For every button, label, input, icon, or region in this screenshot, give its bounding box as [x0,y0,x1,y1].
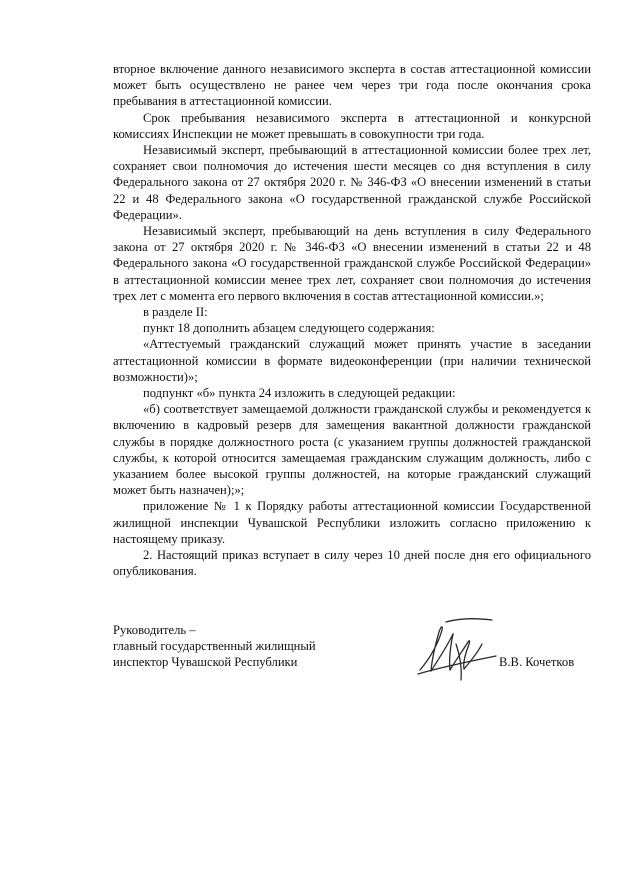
signatory-position-line: инспектор Чувашской Республики [113,655,298,670]
signature-block [113,622,603,692]
handwritten-signature [408,614,503,684]
paragraph-expert-reinclusion: вторное включение данного независимого эксперта в состав аттестационной комиссии может быть осуществлено не ранее чем через три года после окончания срока пребывания в аттестационной комиссии. [113,62,591,109]
signatory-position-line: Руководитель – [113,623,196,637]
paragraph-appendix-1: приложение № 1 к Порядку работы аттестационной комиссии Государственной жилищной инспекции Чувашской Республики изложить согласно приложению к настоящему приказу. [113,499,591,546]
paragraph-item-18: пункт 18 дополнить абзацем следующего содержания: [143,321,435,336]
paragraph-subitem-b-text: «б) соответствует замещаемой должности гражданской службы и рекомендуется к включению в кадровый резерв для замещения вакантной должности гражданской службы в порядке должностного роста (с указанием группы должностей гражданской службы, к которой относится замещаемая гражданским служащим должность, либо с указанием более высокой группы должностей, на которые гражданский служащий может быть назначен);»; [113,402,591,498]
document-body [113,61,591,580]
signatory-position-line: главный государственный жилищный [113,639,316,654]
paragraph-section-ii: в разделе II: [143,305,208,320]
paragraph-expert-term-limit: Срок пребывания независимого эксперта в аттестационной и конкурсной комиссиях Инспекции не может превышать в совокупности три года. [113,110,591,141]
signatory-name: В.В. Кочетков [499,655,575,669]
paragraph-effective-date: 2. Настоящий приказ вступает в силу через 10 дней после дня его официального опубликования. [113,548,591,579]
paragraph-expert-under-three-years: Независимый эксперт, пребывающий на день вступления в силу Федерального закона от 27 октября 2020 г. № 346-ФЗ «О внесении изменений в статьи 22 и 48 Федерального закона «О государственной гражданской службе Российской Федерации» в аттестационной комиссии менее трех лет, сохраняет свои полномочия до истечения трех лет с момента его первого включения в состав аттестационной комиссии.»; [113,224,591,303]
paragraph-subitem-b: подпункт «б» пункта 24 изложить в следующей редакции: [143,386,456,401]
paragraph-videoconference: «Аттестуемый гражданский служащий может принять участие в заседании аттестационной комиссии в формате видеоконференции (при наличии технической возможности)»; [113,337,591,384]
paragraph-expert-over-three-years: Независимый эксперт, пребывающий в аттестационной комиссии более трех лет, сохраняет свои полномочия до истечения шести месяцев со дня вступления в силу Федерального закона от 27 октября 2020 г. № 346-ФЗ «О внесении изменений в статьи 22 и 48 Федерального закона «О государственной гражданской службе Российской Федерации». [113,143,591,222]
signatory-position [113,622,373,671]
